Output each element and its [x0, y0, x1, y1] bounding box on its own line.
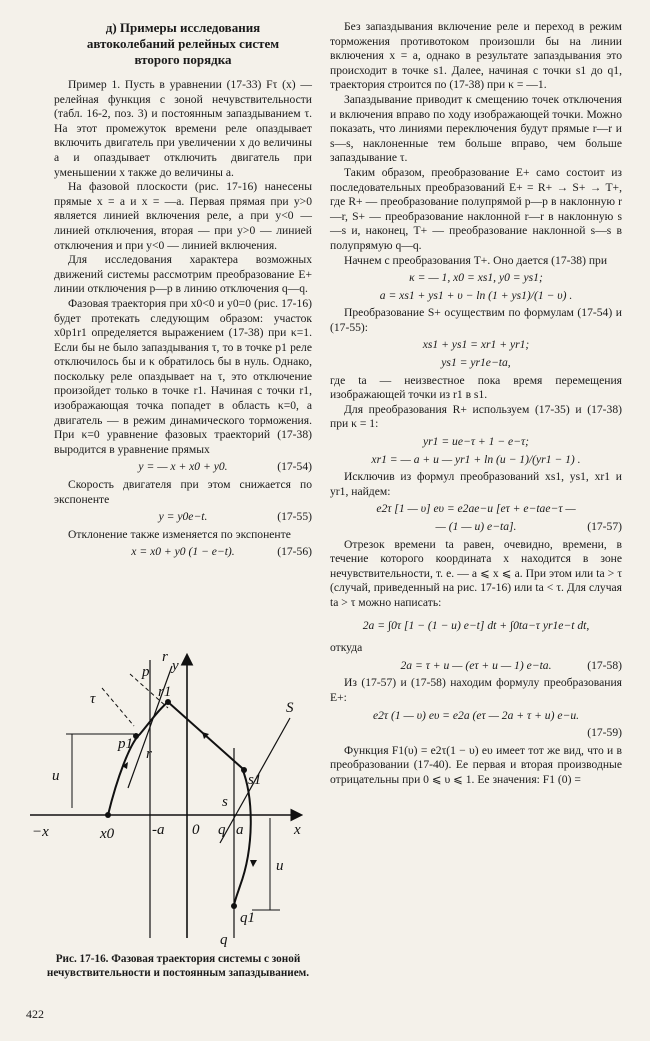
label-p1: p1 — [118, 736, 133, 752]
tau-dashed-line — [102, 688, 134, 726]
heading-line: автоколебаний релейных систем — [86, 36, 280, 51]
label-s-mid: s — [222, 794, 228, 810]
section-heading — [54, 20, 312, 68]
paragraph: Скорость двигателя при этом снижается по экспоненте — [54, 478, 312, 506]
trajectory-arrow — [250, 860, 257, 867]
label-s1: s1 — [248, 772, 262, 788]
equation-17-56 — [54, 545, 312, 560]
label-y-axis: y — [172, 658, 179, 674]
left-column — [54, 20, 312, 563]
label-a: a — [236, 822, 244, 838]
phase-plane-diagram — [22, 648, 312, 948]
equation-number: (17-57) — [587, 520, 622, 533]
equation-number: (17-56) — [277, 545, 312, 559]
right-column — [330, 20, 622, 788]
equation-s1: xs1 + ys1 = xr1 + yr1; — [422, 338, 530, 352]
equation-17-57a: e2τ [1 — υ] eυ = e2ae−u [eτ + e−tae−τ — — [376, 502, 576, 516]
label-u-right: u — [276, 858, 284, 874]
paragraph: откуда — [330, 641, 363, 655]
heading-line: второго порядка — [134, 52, 232, 67]
paragraph: Для преобразования R+ используем (17-35) и (17-38) при κ = 1: — [330, 402, 622, 431]
equation-integral: 2a = ∫0τ [1 − (1 − u) e−t] dt + ∫0ta−τ yr1e−t dt, — [362, 618, 590, 632]
heading-line: д) Примеры исследования — [105, 20, 261, 35]
equation-17-55 — [54, 510, 312, 525]
label-r1: r1 — [158, 684, 172, 700]
paragraph: Исключив из формул преобразований xs1, ys1, xr1 и yr1, найдем: — [330, 470, 622, 498]
label-q1: q1 — [240, 910, 255, 926]
label-u-left: u — [52, 768, 60, 784]
equation-text: y = — x + x0 + y0. — [138, 460, 228, 474]
paragraph: Таким образом, преобразование E+ само состоит из последовательных преобразований E+ = R+ → S+ → T+, где R+ — преобразование полупрямой p—p в наклонную r—r, S+ — преобразование наклонной r—r в наклонную s—s и, наконец, T+ — преобразование наклонной s—s в полупрямую q—q. — [330, 165, 622, 252]
equation-17-54 — [54, 460, 312, 475]
equation-r2: xr1 = — a + u — yr1 + ln (u − 1)/(yr1 − 1) . — [371, 452, 581, 466]
equation-text: 2a = τ + u — (eτ + u — 1) e−ta. — [400, 658, 552, 672]
point-p1 — [133, 733, 139, 739]
figure-caption: Рис. 17-16. Фазовая траектория системы с зоной нечувствительности и постоянным запаздыванием. — [46, 953, 310, 979]
equation-number: (17-58) — [587, 658, 622, 672]
paragraph: Начнем с преобразования T+. Оно дается (17-38) при — [344, 253, 608, 267]
label-q-mid: q — [218, 822, 226, 838]
equation-17-58 — [330, 659, 622, 674]
phase-trajectory — [108, 702, 251, 906]
label-zero: 0 — [192, 822, 200, 838]
equation-r1: yr1 = ue−τ + 1 − e−τ; — [422, 435, 529, 449]
paragraph: Преобразование S+ осуществим по формулам (17-54) и (17-55): — [330, 306, 622, 334]
equation-17-59-number: (17-59) — [587, 726, 622, 740]
equation-text: x = x0 + y0 (1 − e−t). — [131, 545, 235, 559]
paragraph: Фазовая траектория при x0<0 и y0=0 (рис. 17-16) будет протекать следующим образом: участок x0p1r1 определяется выражением (17-38) при κ=1. Если бы не было запаздывания τ, то в точке p1 реле отключилось бы и κ обратилось бы в нуль. Однако, поскольку реле опаздывает на τ, это отключение произойдет только в точке r1. Начиная с точки r1, изображающая точка попадет в область κ=0, а двигатель — в режим динамического торможения. При κ=0 уравнение фазовых траекторий (17-38) выродится в уравнение прямых — [54, 296, 312, 456]
equation-text: — (1 — u) e−ta]. — [435, 520, 517, 533]
equation-number: (17-54) — [277, 460, 312, 474]
equation-kappa: κ = — 1, x0 = xs1, y0 = ys1; — [409, 271, 543, 285]
equation-number: (17-55) — [277, 510, 312, 524]
label-tau: τ — [90, 691, 96, 707]
point-x0 — [105, 812, 111, 818]
label-x0: x0 — [100, 826, 115, 842]
paragraph: Пример 1. Пусть в уравнении (17-33) Fτ (x) — релейная функция с зоной нечувствительности (табл. 16-2, поз. 3) и постоянным запаздыванием τ. На этот промежуток времени реле опаздывает включить двигатель при увеличении x до величины a и опаздывает отключить двигатель при уменьшении x также до величины a. — [54, 78, 312, 179]
paragraph: Отрезок времени ta равен, очевидно, времени, в течение которого координата x находится в зоне нечувствительности, т. е. — a ⩽ x ⩽ a. При этом или ta > τ (случай, приведенный на рис. 17-16) или ta < τ. Для случая ta > τ можно написать: — [330, 537, 622, 609]
label-r-top: r — [162, 649, 168, 665]
paragraph: Запаздывание приводит к смещению точек отключения и включения вправо по ходу изображающей точки. Можно показать, что линиями переключения будут прямые r—r и s—s, наклоненные тем больше вправо, чем больше запаздывание τ. — [330, 92, 622, 165]
point-s1 — [241, 767, 247, 773]
paragraph: где ta — неизвестное пока время перемещения изображающей точки из r1 в s1. — [330, 373, 622, 402]
equation-17-57b — [330, 520, 622, 535]
label-x-axis: x — [294, 822, 301, 838]
phase-plane-figure — [22, 648, 312, 948]
page-number: 422 — [26, 1007, 44, 1021]
equation-17-59: e2τ (1 — υ) eυ = e2a (eτ — 2a + τ + u) e−u. — [372, 708, 580, 722]
point-q1 — [231, 903, 237, 909]
paragraph: Функция F1(υ) = e2τ(1 − υ) eυ имеет тот же вид, что и в преобразовании (17-40). Ее первая и вторая производные отрицательны при 0 ⩽ υ ⩽ 1. Ее значения: F1 (0) = — [330, 743, 622, 786]
equation-a: a = xs1 + ys1 + υ − ln (1 + ys1)/(1 − υ) . — [379, 288, 573, 302]
label-minus-x: −x — [32, 824, 49, 840]
paragraph: На фазовой плоскости (рис. 17-16) нанесены прямые x = a и x = —a. Первая прямая при y>0 является линией включения реле, а при y<0 — линией отключения, вторая — при y>0 — линией отключения и при y<0 — линией включения. — [54, 180, 312, 252]
paragraph: Из (17-57) и (17-58) находим формулу преобразования E+: — [330, 676, 622, 704]
label-s-top: S — [286, 700, 294, 716]
paragraph: Отклонение также изменяется по экспоненте — [68, 527, 291, 541]
equation-s2: ys1 = yr1e−ta, — [441, 356, 511, 370]
equation-text: y = y0e−t. — [158, 510, 208, 524]
paragraph: Без запаздывания включение реле и переход в режим торможения противотоком произошли бы на линии включения x = a, однако в результате запаздывания это происходит в точке s1. Далее, начиная с точки s1 до q1, траектория строится по (17-38) при κ = —1. — [330, 20, 622, 92]
label-minus-a: -a — [152, 822, 165, 838]
label-r-mid: r — [146, 746, 152, 762]
label-p-top: p — [142, 664, 150, 680]
paragraph: Для исследования характера возможных движений системы рассмотрим преобразование E+ линии отключения p—p в линию отключения q—q. — [54, 253, 312, 296]
label-q-bottom: q — [220, 932, 228, 948]
